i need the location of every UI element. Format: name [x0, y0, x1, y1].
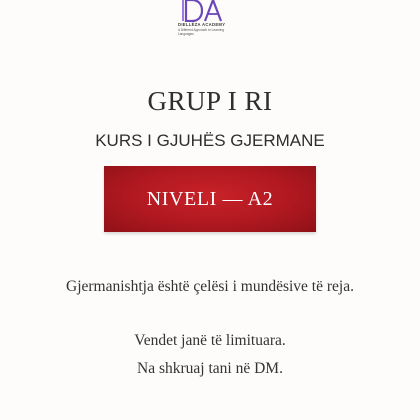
limited-spots-text: Vendet janë të limituara. [134, 332, 286, 349]
call-to-action-text: Na shkruaj tani në DM. [137, 360, 283, 377]
logo-tagline: A Different Approach to Learning [178, 28, 225, 32]
logo-name: DIELLËZA ACADEMY [178, 22, 226, 27]
page-title: GRUP I RI [147, 86, 273, 116]
logo-tagline-2: Languages [178, 32, 194, 36]
level-badge [104, 166, 316, 232]
course-subtitle: KURS I GJUHËS GJERMANE [95, 131, 325, 150]
level-badge-label: NIVELI — A2 [146, 187, 274, 210]
logo-monogram-icon [178, 0, 238, 22]
brand-logo [178, 0, 238, 44]
promo-text: Gjermanishtja është çelësi i mundësive të reja. [66, 278, 354, 295]
